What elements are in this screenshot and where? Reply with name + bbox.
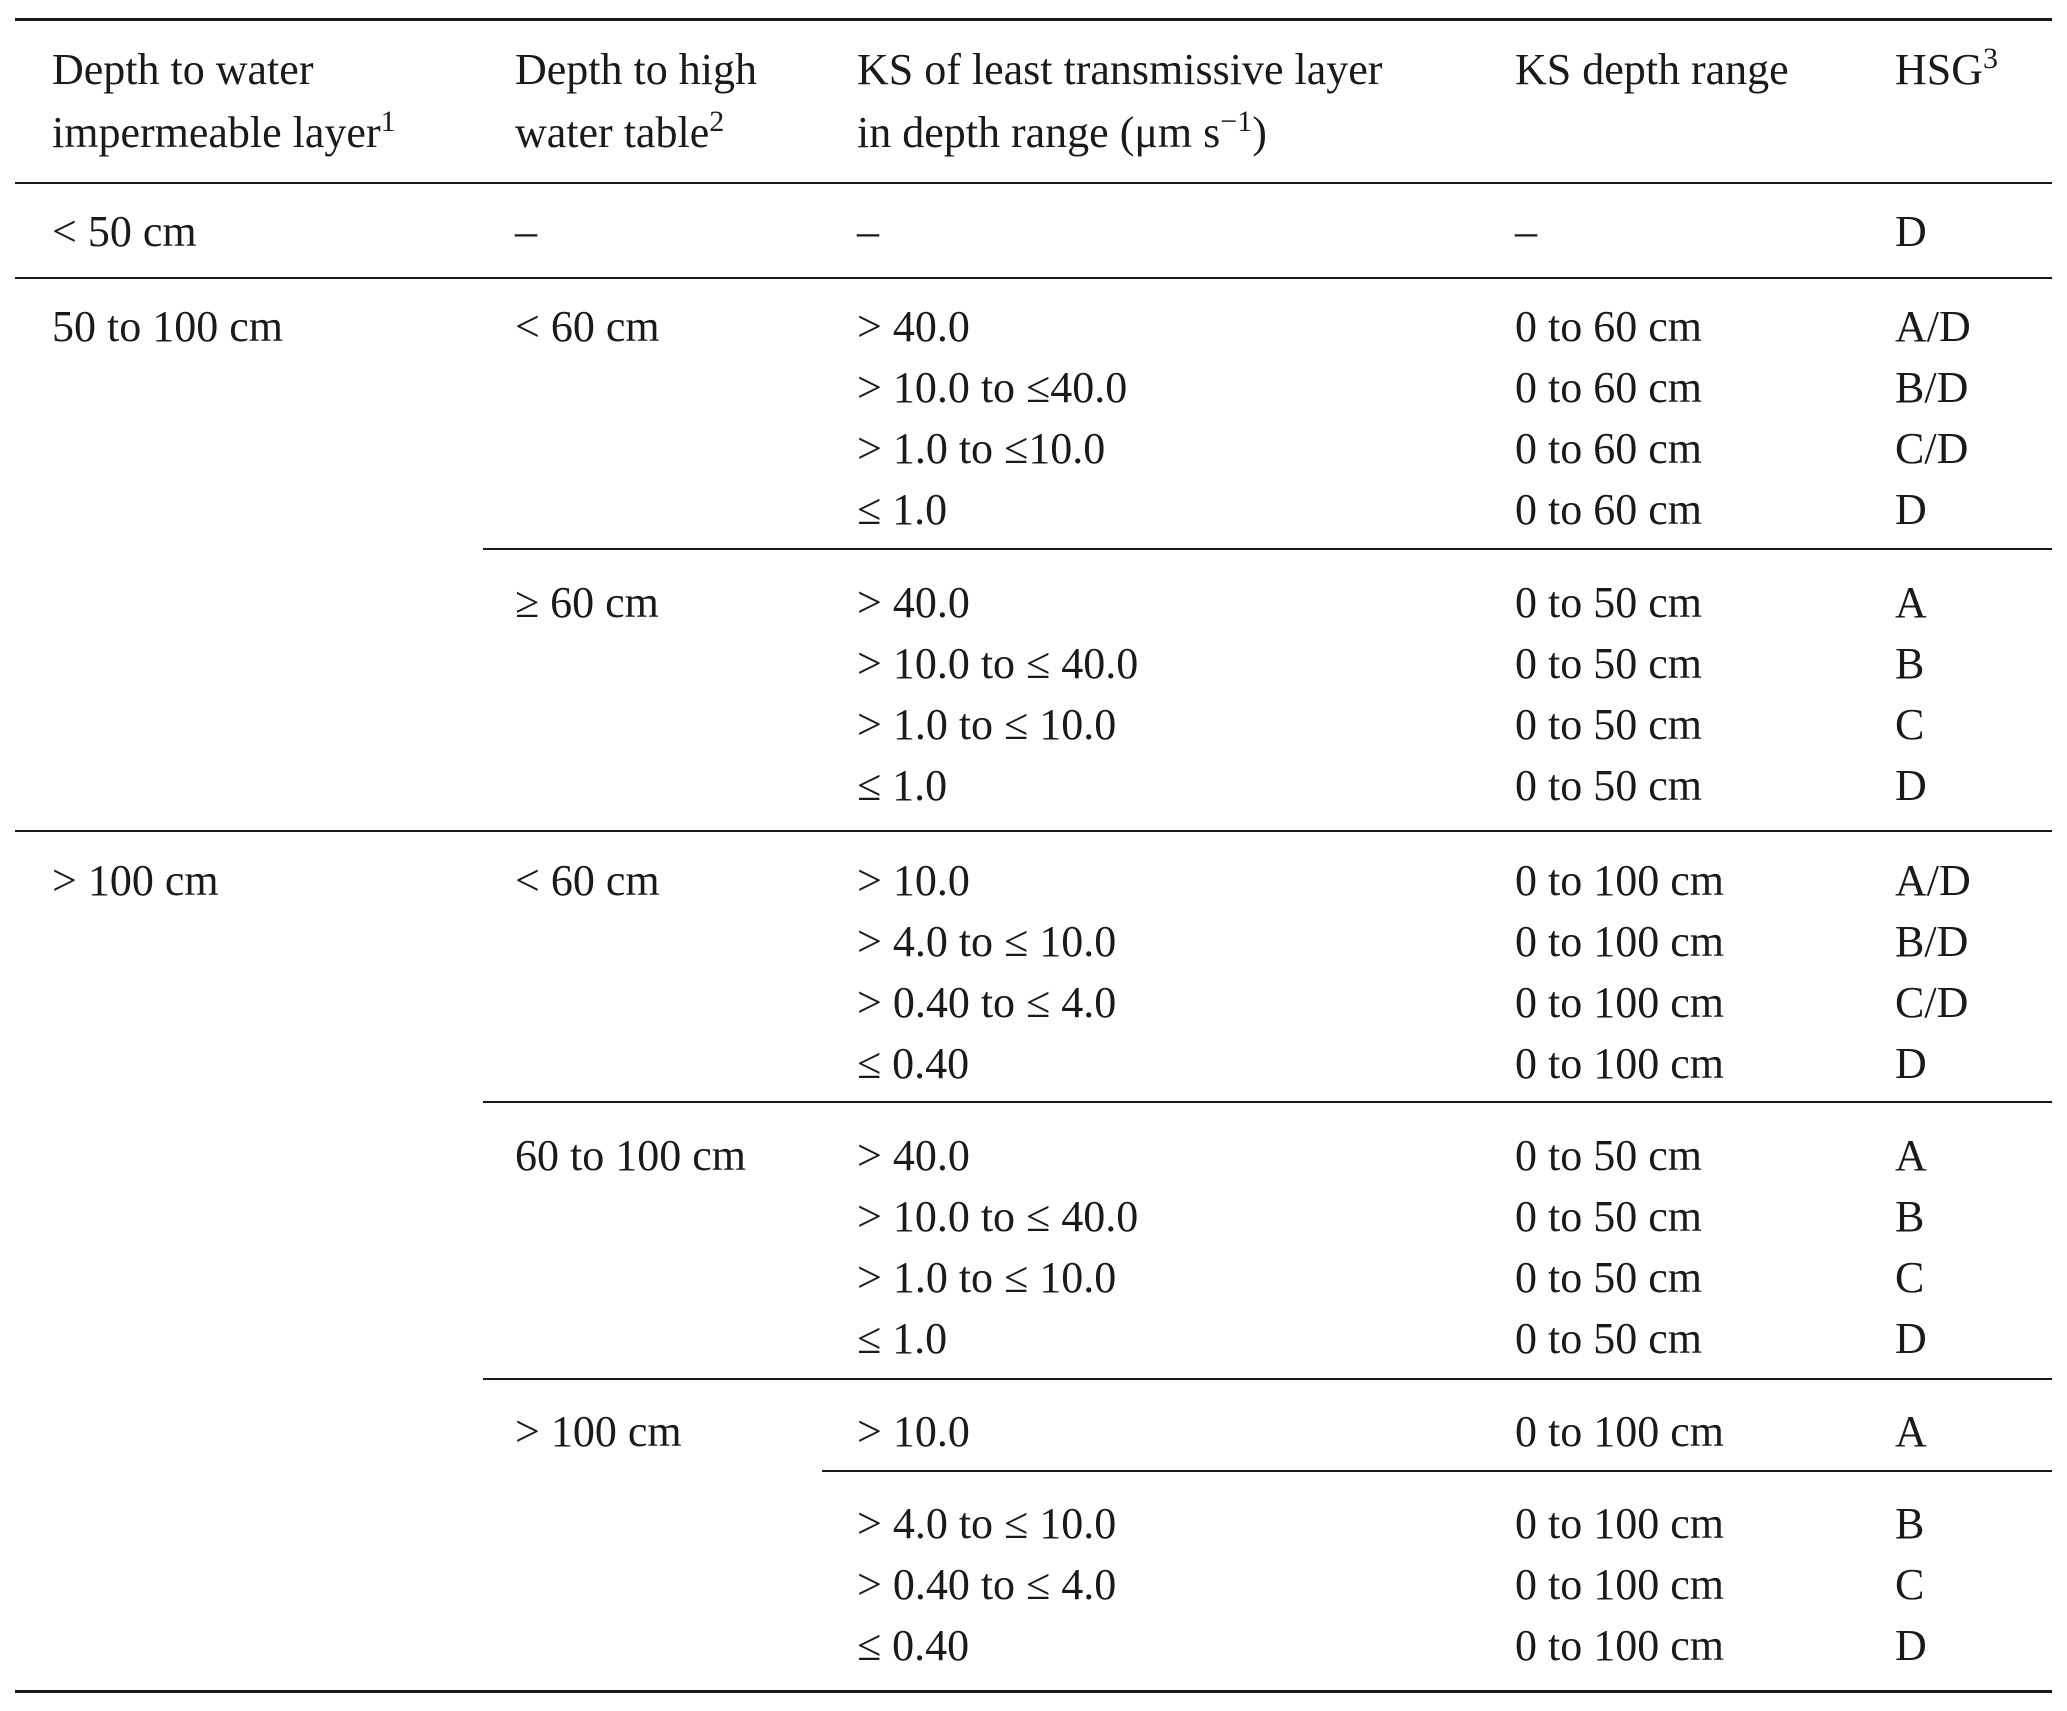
cell-ks: > 10.0: [857, 1407, 970, 1456]
cell-depth-range: 0 to 100 cm: [1515, 1407, 1724, 1456]
cell-hsg: D: [1895, 1621, 1927, 1670]
subgroup-rule-4: [822, 1470, 2052, 1472]
cell-ks: ≤ 0.40: [857, 1039, 970, 1088]
cell-depth-range: 0 to 100 cm: [1515, 1499, 1724, 1548]
cell-ks: ≤ 1.0: [857, 485, 948, 534]
cell-depth-range: 0 to 50 cm: [1515, 1131, 1702, 1180]
cell-impermeable: > 100 cm: [52, 856, 219, 905]
header-rule: [15, 182, 2052, 184]
header-col4: KS depth range: [1515, 45, 1789, 94]
cell-hsg: A: [1895, 1131, 1927, 1180]
cell-depth-range: 0 to 100 cm: [1515, 1560, 1724, 1609]
cell-hsg: A/D: [1895, 302, 1971, 351]
cell-hsg: B: [1895, 1192, 1925, 1241]
cell-depth-range: 0 to 60 cm: [1515, 302, 1702, 351]
cell-ks: > 40.0: [857, 1131, 970, 1180]
subgroup-rule-3: [483, 1378, 2052, 1380]
cell-water-table: < 60 cm: [515, 302, 660, 351]
cell-ks: > 1.0 to ≤10.0: [857, 424, 1106, 473]
cell-hsg: A/D: [1895, 856, 1971, 905]
cell-depth-range: 0 to 50 cm: [1515, 1253, 1702, 1302]
cell-depth-range: –: [1515, 207, 1537, 256]
cell-depth-range: 0 to 50 cm: [1515, 1192, 1702, 1241]
header-col2-line1: Depth to high: [515, 45, 757, 94]
cell-depth-range: 0 to 60 cm: [1515, 424, 1702, 473]
cell-ks: > 0.40 to ≤ 4.0: [857, 978, 1117, 1027]
cell-hsg: D: [1895, 485, 1927, 534]
cell-depth-range: 0 to 50 cm: [1515, 700, 1702, 749]
cell-ks: > 10.0 to ≤40.0: [857, 363, 1128, 412]
cell-hsg: D: [1895, 761, 1927, 810]
cell-water-table: 60 to 100 cm: [515, 1131, 746, 1180]
cell-depth-range: 0 to 100 cm: [1515, 917, 1724, 966]
cell-water-table: > 100 cm: [515, 1407, 682, 1456]
cell-ks: > 40.0: [857, 578, 970, 627]
cell-hsg: C: [1895, 700, 1925, 749]
group-rule-1: [15, 277, 2052, 279]
header-col1-line2: impermeable layer$^1$: [52, 105, 396, 157]
cell-ks: > 10.0 to ≤ 40.0: [857, 1192, 1139, 1241]
cell-hsg: D: [1895, 1314, 1927, 1363]
header-col3-line2: in depth range (μm $s^{-1}$): [857, 105, 1267, 157]
top-rule: [15, 18, 2052, 21]
cell-water-table: –: [515, 207, 537, 256]
cell-hsg: C/D: [1895, 424, 1969, 473]
cell-hsg: B: [1895, 639, 1925, 688]
cell-ks: –: [857, 207, 879, 256]
cell-ks: ≤ 1.0: [857, 761, 948, 810]
cell-depth-range: 0 to 60 cm: [1515, 485, 1702, 534]
cell-depth-range: 0 to 100 cm: [1515, 856, 1724, 905]
cell-hsg: D: [1895, 207, 1927, 256]
cell-depth-range: 0 to 50 cm: [1515, 1314, 1702, 1363]
header-col1-line1: Depth to water: [52, 45, 314, 94]
cell-ks: > 4.0 to ≤ 10.0: [857, 917, 1117, 966]
cell-ks: > 10.0: [857, 856, 970, 905]
cell-hsg: C/D: [1895, 978, 1969, 1027]
cell-hsg: D: [1895, 1039, 1927, 1088]
cell-impermeable: < 50 cm: [52, 207, 197, 256]
cell-water-table: ≥ 60 cm: [515, 578, 659, 627]
cell-depth-range: 0 to 100 cm: [1515, 1621, 1724, 1670]
cell-hsg: B/D: [1895, 917, 1969, 966]
header-col2-line2: water table$^2$: [515, 105, 725, 157]
cell-hsg: A: [1895, 578, 1927, 627]
cell-hsg: C: [1895, 1253, 1925, 1302]
cell-hsg: A: [1895, 1407, 1927, 1456]
cell-depth-range: 0 to 100 cm: [1515, 1039, 1724, 1088]
cell-depth-range: 0 to 50 cm: [1515, 761, 1702, 810]
cell-water-table: < 60 cm: [515, 856, 660, 905]
bottom-rule: [15, 1690, 2052, 1693]
cell-depth-range: 0 to 50 cm: [1515, 639, 1702, 688]
cell-ks: > 40.0: [857, 302, 970, 351]
group-rule-2: [15, 830, 2052, 832]
cell-ks: > 1.0 to ≤ 10.0: [857, 700, 1117, 749]
cell-impermeable: 50 to 100 cm: [52, 302, 283, 351]
cell-depth-range: 0 to 60 cm: [1515, 363, 1702, 412]
cell-ks: > 4.0 to ≤ 10.0: [857, 1499, 1117, 1548]
cell-ks: ≤ 0.40: [857, 1621, 970, 1670]
header-col3-line1: KS of least transmissive layer: [857, 45, 1383, 94]
cell-ks: > 0.40 to ≤ 4.0: [857, 1560, 1117, 1609]
subgroup-rule-1: [483, 548, 2052, 550]
header-col5: HSG$^3$: [1895, 42, 1999, 94]
cell-ks: > 10.0 to ≤ 40.0: [857, 639, 1139, 688]
cell-hsg: B/D: [1895, 363, 1969, 412]
cell-depth-range: 0 to 50 cm: [1515, 578, 1702, 627]
cell-hsg: B: [1895, 1499, 1925, 1548]
subgroup-rule-2: [483, 1101, 2052, 1103]
cell-ks: ≤ 1.0: [857, 1314, 948, 1363]
cell-hsg: C: [1895, 1560, 1925, 1609]
cell-ks: > 1.0 to ≤ 10.0: [857, 1253, 1117, 1302]
cell-depth-range: 0 to 100 cm: [1515, 978, 1724, 1027]
